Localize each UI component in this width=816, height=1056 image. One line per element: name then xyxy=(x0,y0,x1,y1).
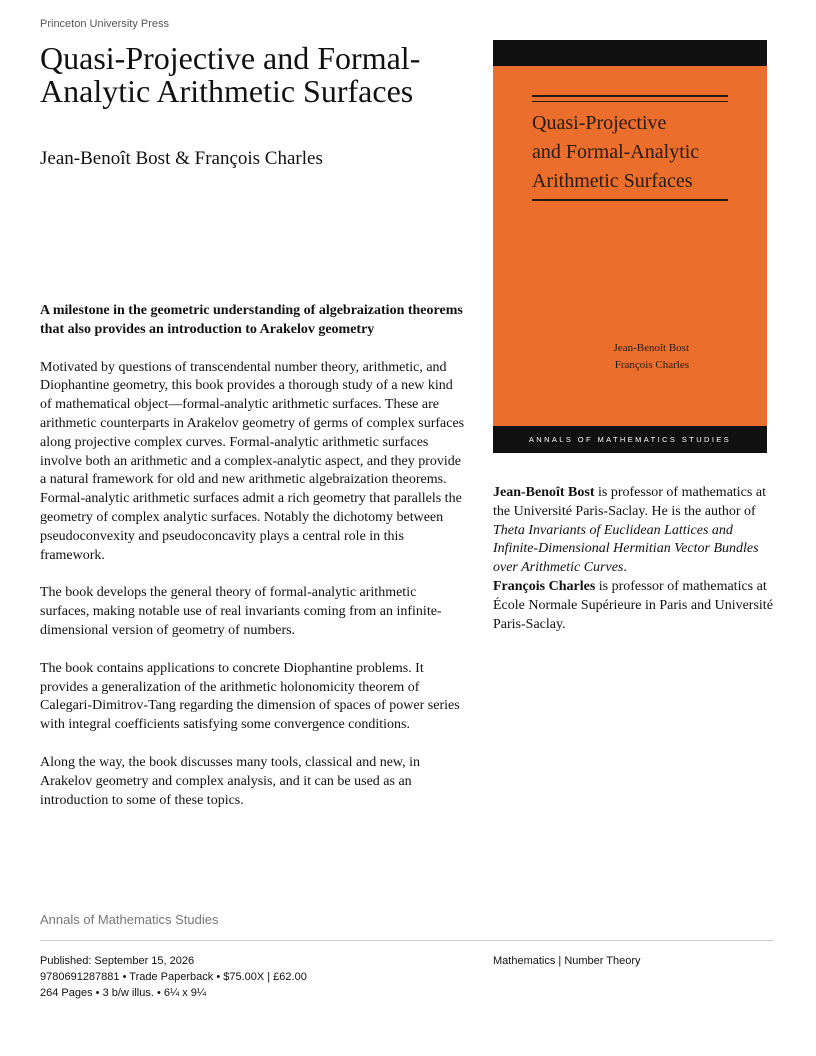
description-paragraph: Along the way, the book discusses many tools, classical and new, in Arakelov geometry and complex analysis, and it can be used as an introduction to some of these topics. xyxy=(40,754,421,808)
cover-title-line: Quasi-Projective xyxy=(532,112,667,134)
cover-rule xyxy=(532,95,728,97)
cover-author-line: Jean-Benoît Bost xyxy=(613,342,689,354)
description-lead: A milestone in the geometric understanding of algebraization theorems that also provides an introduction to Arakelov geometry xyxy=(40,303,463,337)
book-cover-image xyxy=(493,40,767,453)
description-paragraph: The book develops the general theory of formal-analytic arithmetic surfaces, making notable use of real invariants coming from an infinite-dimensional version of geometry of numbers. xyxy=(40,585,442,638)
publication-date: Published: September 15, 2026 xyxy=(40,955,195,967)
author-bio-text xyxy=(493,578,773,634)
subject-categories: Mathematics | Number Theory xyxy=(493,955,641,967)
cover-top-band xyxy=(493,40,767,66)
book-description xyxy=(40,302,465,829)
cover-series-name: ANNALS OF MATHEMATICS STUDIES xyxy=(528,435,732,444)
book-title: Quasi-Projective and Formal-Analytic Arithmetic Surfaces xyxy=(40,40,421,109)
author-bios xyxy=(493,484,773,634)
publisher-name: Princeton University Press xyxy=(40,18,169,30)
cover-title-line: Arithmetic Surfaces xyxy=(532,170,693,192)
cover-bottom-band xyxy=(493,426,767,453)
isbn-price: 9780691287881 • Trade Paperback • $75.00X | £62.00 xyxy=(40,971,307,983)
bio-book-title: Theta Invariants of Euclidean Lattices and Infinite-Dimensional Hermitian Vector Bundles over Arithmetic Curves xyxy=(493,522,759,576)
series-name: Annals of Mathematics Studies xyxy=(40,912,219,927)
bio-text: . xyxy=(623,560,627,576)
description-paragraph: The book contains applications to concrete Diophantine problems. It provides a generalization of the arithmetic holonomicity theorem of Calegari-Dimitrov-Tang regarding the dimension of spaces of power series with integral coefficients satisfying some convergence conditions. xyxy=(40,660,460,733)
cover-title xyxy=(532,109,742,196)
bio-author-name: François Charles xyxy=(493,578,596,594)
cover-rule xyxy=(532,101,728,102)
bio-text: is professor of mathematics at École Normale Supérieure in Paris and Université Paris-Saclay. xyxy=(493,578,773,632)
cover-authors xyxy=(532,340,689,374)
cover-title-line: and Formal-Analytic xyxy=(532,141,700,163)
description-paragraph: Motivated by questions of transcendental number theory, arithmetic, and Diophantine geometry, this book provides a thorough study of a new kind of mathematical object—formal-analytic arithmetic surfaces. These are arithmetic counterparts in Arakelov geometry of germs of complex surfaces along projective complex curves. Formal-analytic arithmetic surfaces involve both an arithmetic and a complex-analytic aspect, and they provide a natural framework for old and new arithmetic algebraization theorems. Formal-analytic arithmetic surfaces admit a rich geometry that parallels the geometry of complex analytic surfaces. Notably the dichotomy between pseudoconvexity and pseudoconcavity plays a central role in this framework. xyxy=(40,359,465,563)
author-bio-text xyxy=(493,484,773,578)
cover-author-line: François Charles xyxy=(614,359,689,371)
bio-author-name: Jean-Benoît Bost xyxy=(493,485,595,500)
cover-rule xyxy=(532,199,728,201)
book-authors: Jean-Benoît Bost & François Charles xyxy=(40,148,323,169)
footer-divider xyxy=(40,940,773,941)
bio-text: is professor of mathematics at the Université Paris-Saclay. He is the author of xyxy=(493,485,766,519)
page-count: 264 Pages • 3 b/w illus. • 6¼ x 9¼ xyxy=(40,987,207,999)
publication-info xyxy=(40,953,307,1001)
